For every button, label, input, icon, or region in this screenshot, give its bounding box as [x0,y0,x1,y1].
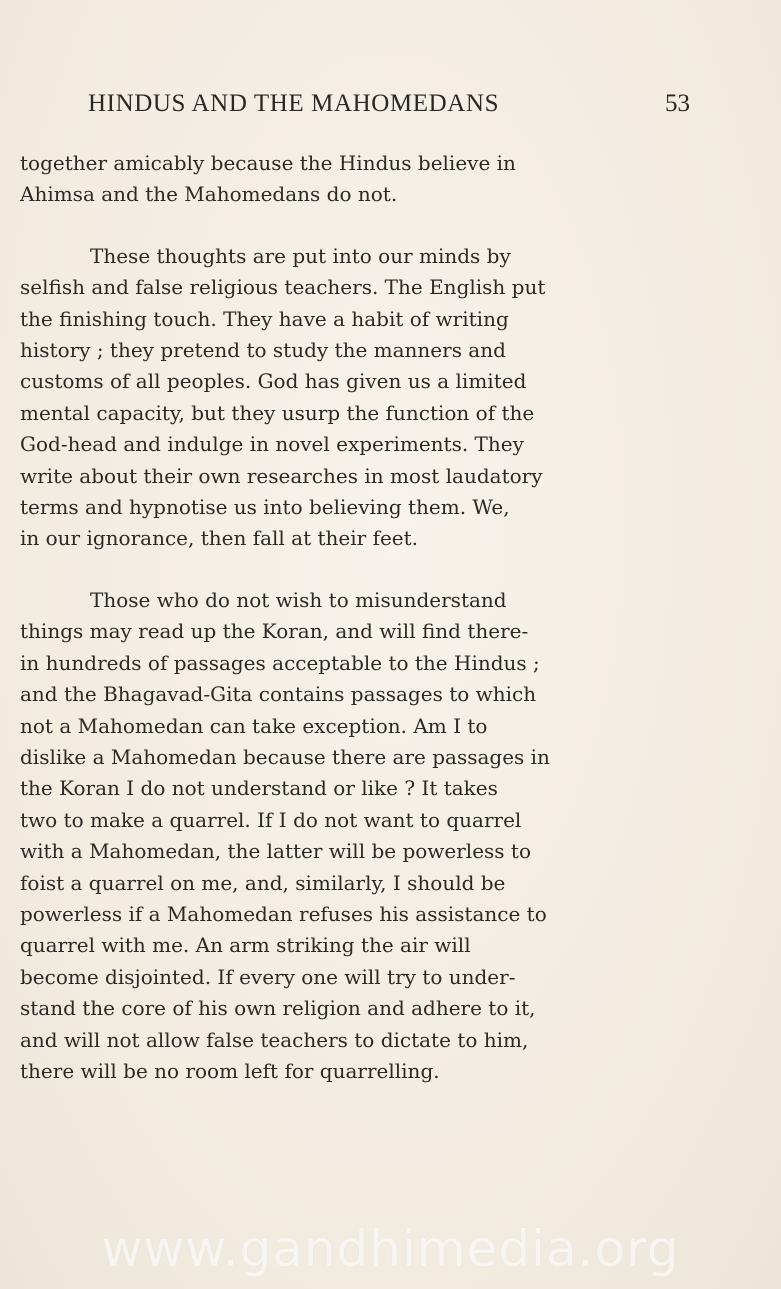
paragraph-koran: Those who do not wish to misunderstand things may read up the Koran, and will find there- in hundreds of passages acceptable to the Hindus ; and the Bhagavad-Gita contains passages to which not a Mahomedan can take exception. Am I to dislike a Mahomedan because there are passages in the Koran I do not understand or like ? It takes two to make a quarrel. If I do not want to quarrel with a Mahomedan, the latter will be powerless to foist a quarrel on me, and, similarly, I should be powerless if a Mahomedan refuses his assistance to quarrel with me. An arm striking the air will become disjointed. If every one will try to under- stand the core of his own religion and adhere to it, and will not allow false teachers to dictate to him, there will be no room left for quarrelling. [20,587,550,1083]
running-header-title: HINDUS AND THE MAHOMEDANS [88,90,500,117]
paragraph-teachers: These thoughts are put into our minds by selfish and false religious teachers. The English put the finishing touch. They have a habit of writing history ; they pretend to study the manners and customs of all peoples. God has given us a limited mental capacity, but they usurp the function of the God-head and indulge in novel experiments. They write about their own researches in most laudatory terms and hypnotise us into believing them. We, in our ignorance, then fall at their feet. [20,243,546,551]
paragraph-continuation: together amicably because the Hindus believe in Ahimsa and the Mahomedans do not. [20,151,516,207]
page-number: 53 [665,90,690,117]
page-body [20,148,688,1087]
site-watermark: www.gandhimedia.org [101,1220,680,1278]
running-header [88,90,698,120]
